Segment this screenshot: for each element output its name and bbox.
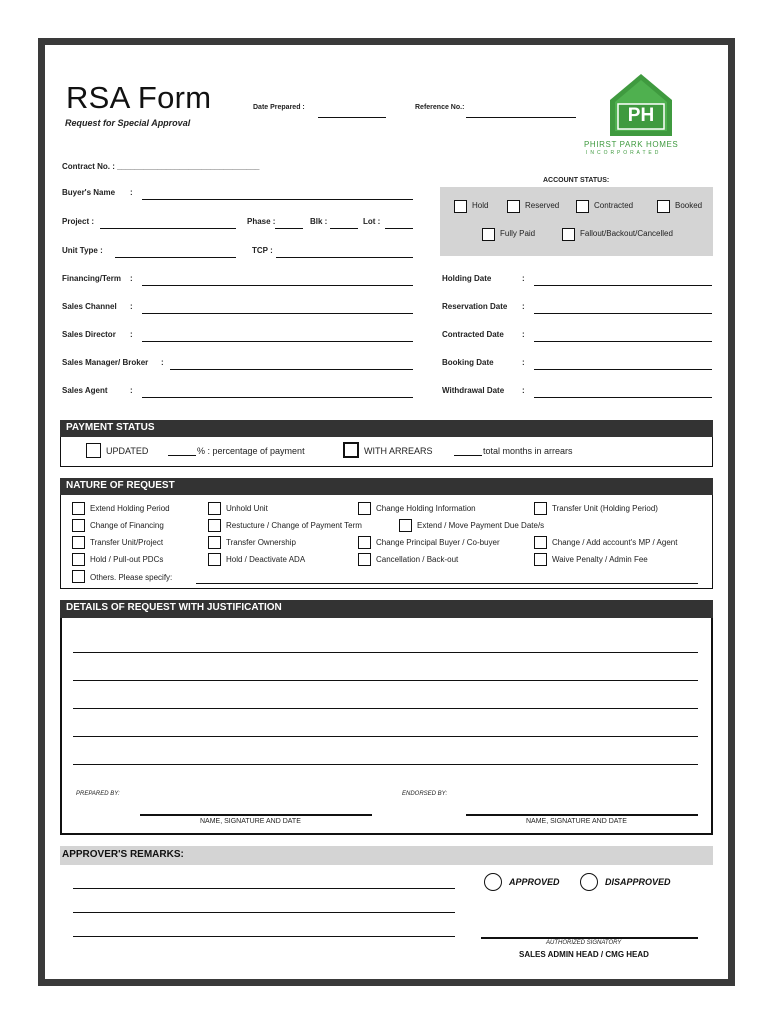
- endorsed-sig-caption: NAME, SIGNATURE AND DATE: [526, 818, 627, 825]
- with-arrears-label: WITH ARREARS: [364, 446, 433, 456]
- restructure-checkbox[interactable]: [208, 519, 221, 532]
- disapproved-radio[interactable]: [580, 873, 598, 891]
- contracted-date-label: Contracted Date: [442, 330, 504, 339]
- sales-manager-label: Sales Manager/ Broker: [62, 358, 149, 367]
- waive-penalty-checkbox[interactable]: [534, 553, 547, 566]
- colon: :: [522, 358, 525, 367]
- sales-director-label: Sales Director: [62, 330, 116, 339]
- fully-paid-checkbox[interactable]: [482, 228, 495, 241]
- approver-title: SALES ADMIN HEAD / CMG HEAD: [519, 950, 649, 959]
- project-field[interactable]: [100, 228, 236, 229]
- nature-option-label: Waive Penalty / Admin Fee: [552, 555, 648, 564]
- date-prepared-label: Date Prepared :: [253, 104, 305, 111]
- reserved-label: Reserved: [525, 201, 560, 210]
- reserved-checkbox[interactable]: [507, 200, 520, 213]
- nature-option-label: Change Principal Buyer / Co-buyer: [376, 538, 500, 547]
- extend-payment-due-checkbox[interactable]: [399, 519, 412, 532]
- lot-field[interactable]: [385, 228, 413, 229]
- reference-field[interactable]: [466, 117, 576, 118]
- fallout-checkbox[interactable]: [562, 228, 575, 241]
- remarks-line[interactable]: [73, 912, 455, 913]
- sales-agent-field[interactable]: [142, 397, 413, 398]
- reference-label: Reference No.:: [415, 104, 465, 111]
- contract-no-label: Contract No. : ________________________________: [62, 162, 260, 171]
- tcp-field[interactable]: [276, 257, 413, 258]
- updated-checkbox[interactable]: [86, 443, 101, 458]
- authorized-signature-line[interactable]: [481, 937, 698, 939]
- buyer-name-field[interactable]: [142, 199, 413, 200]
- prepared-by-label: PREPARED BY:: [76, 791, 120, 797]
- change-financing-checkbox[interactable]: [72, 519, 85, 532]
- nature-option-label: Change of Financing: [90, 521, 164, 530]
- details-line[interactable]: [73, 764, 698, 765]
- change-mp-agent-checkbox[interactable]: [534, 536, 547, 549]
- phase-label: Phase :: [247, 217, 276, 226]
- nature-option-label: Unhold Unit: [226, 504, 268, 513]
- details-heading: DETAILS OF REQUEST WITH JUSTIFICATION: [60, 600, 713, 618]
- nature-option-label: Restucture / Change of Payment Term: [226, 521, 362, 530]
- details-line[interactable]: [73, 680, 698, 681]
- change-holding-info-checkbox[interactable]: [358, 502, 371, 515]
- fully-paid-label: Fully Paid: [500, 229, 536, 238]
- updated-label: UPDATED: [106, 446, 149, 456]
- buyer-name-label: Buyer's Name: [62, 188, 116, 197]
- holding-date-label: Holding Date: [442, 274, 492, 283]
- holding-date-field[interactable]: [534, 285, 712, 286]
- unit-type-field[interactable]: [115, 257, 236, 258]
- remarks-line[interactable]: [73, 888, 455, 889]
- remarks-line[interactable]: [73, 936, 455, 937]
- reservation-date-field[interactable]: [534, 313, 712, 314]
- withdrawal-date-field[interactable]: [534, 397, 712, 398]
- colon: :: [161, 358, 164, 367]
- nature-of-request-heading: NATURE OF REQUEST: [60, 478, 713, 495]
- reservation-date-label: Reservation Date: [442, 302, 508, 311]
- fallout-label: Fallout/Backout/Cancelled: [580, 229, 673, 238]
- colon: :: [130, 302, 133, 311]
- percent-field[interactable]: [168, 455, 196, 456]
- hold-label: Hold: [472, 201, 489, 210]
- contracted-checkbox[interactable]: [576, 200, 589, 213]
- colon: :: [130, 188, 133, 197]
- arrears-text: total months in arrears: [483, 446, 573, 456]
- hold-checkbox[interactable]: [454, 200, 467, 213]
- transfer-ownership-checkbox[interactable]: [208, 536, 221, 549]
- approved-radio[interactable]: [484, 873, 502, 891]
- financing-label: Financing/Term: [62, 274, 121, 283]
- change-principal-buyer-checkbox[interactable]: [358, 536, 371, 549]
- sales-director-field[interactable]: [142, 341, 413, 342]
- transfer-unit-holding-checkbox[interactable]: [534, 502, 547, 515]
- withdrawal-date-label: Withdrawal Date: [442, 386, 505, 395]
- nature-option-label: Others. Please specify:: [90, 573, 173, 582]
- authorized-signatory-label: AUTHORIZED SIGNATORY: [546, 940, 622, 946]
- payment-status-heading: PAYMENT STATUS: [60, 420, 713, 437]
- details-line[interactable]: [73, 652, 698, 653]
- unit-type-label: Unit Type :: [62, 246, 103, 255]
- details-box: [60, 600, 713, 835]
- colon: :: [130, 274, 133, 283]
- cancellation-checkbox[interactable]: [358, 553, 371, 566]
- arrears-field[interactable]: [454, 455, 482, 456]
- prepared-by-signature[interactable]: [140, 814, 372, 816]
- approved-label: APPROVED: [509, 877, 560, 887]
- endorsed-by-label: ENDORSED BY:: [402, 791, 448, 797]
- booked-checkbox[interactable]: [657, 200, 670, 213]
- unhold-unit-checkbox[interactable]: [208, 502, 221, 515]
- nature-option-label: Change Holding Information: [376, 504, 476, 513]
- colon: :: [130, 386, 133, 395]
- nature-option-label: Extend Holding Period: [90, 504, 170, 513]
- nature-option-label: Transfer Unit (Holding Period): [552, 504, 658, 513]
- transfer-unit-project-checkbox[interactable]: [72, 536, 85, 549]
- account-status-title: ACCOUNT STATUS:: [543, 177, 610, 184]
- company-logo: [604, 72, 678, 138]
- tcp-label: TCP :: [252, 246, 273, 255]
- hold-deactivate-ada-checkbox[interactable]: [208, 553, 221, 566]
- sales-channel-field[interactable]: [142, 313, 413, 314]
- nature-option-label: Extend / Move Payment Due Date/s: [417, 521, 545, 530]
- details-line[interactable]: [73, 736, 698, 737]
- colon: :: [522, 274, 525, 283]
- nature-option-label: Transfer Ownership: [226, 538, 296, 547]
- sales-manager-field[interactable]: [170, 369, 413, 370]
- colon: :: [522, 386, 525, 395]
- nature-option-label: Cancellation / Back-out: [376, 555, 459, 564]
- booking-date-label: Booking Date: [442, 358, 494, 367]
- booked-label: Booked: [675, 201, 703, 210]
- hold-pullout-pdc-checkbox[interactable]: [72, 553, 85, 566]
- page-title: RSA Form: [66, 80, 212, 115]
- financing-field[interactable]: [142, 285, 413, 286]
- page-subtitle: Request for Special Approval: [65, 118, 191, 128]
- blk-field[interactable]: [330, 228, 358, 229]
- logo-monogram: PH: [627, 105, 655, 126]
- phase-field[interactable]: [275, 228, 303, 229]
- nature-option-label: Hold / Deactivate ADA: [226, 555, 306, 564]
- blk-label: Blk :: [310, 217, 328, 226]
- colon: :: [522, 330, 525, 339]
- contracted-date-field[interactable]: [534, 341, 712, 342]
- logo-tagline: I N C O R P O R A T E D: [586, 150, 660, 156]
- sales-channel-label: Sales Channel: [62, 302, 117, 311]
- others-checkbox[interactable]: [72, 570, 85, 583]
- account-status-box: [440, 187, 713, 256]
- endorsed-by-signature[interactable]: [466, 814, 698, 816]
- project-label: Project :: [62, 217, 95, 226]
- nature-option-label: Change / Add account's MP / Agent: [552, 538, 678, 547]
- date-prepared-field[interactable]: [318, 117, 386, 118]
- colon: :: [522, 302, 525, 311]
- nature-option-label: Transfer Unit/Project: [90, 538, 164, 547]
- nature-option-label: Hold / Pull-out PDCs: [90, 555, 164, 564]
- details-line[interactable]: [73, 708, 698, 709]
- percent-text: % : percentage of payment: [197, 446, 305, 456]
- others-specify-field[interactable]: [196, 583, 698, 584]
- logo-name: PHIRST PARK HOMES: [584, 140, 679, 149]
- booking-date-field[interactable]: [534, 369, 712, 370]
- colon: :: [130, 330, 133, 339]
- extend-holding-checkbox[interactable]: [72, 502, 85, 515]
- disapproved-label: DISAPPROVED: [605, 877, 671, 887]
- approver-heading: APPROVER'S REMARKS:: [62, 849, 184, 860]
- sales-agent-label: Sales Agent: [62, 386, 108, 395]
- lot-label: Lot :: [363, 217, 381, 226]
- with-arrears-checkbox[interactable]: [343, 442, 359, 458]
- contracted-label: Contracted: [594, 201, 634, 210]
- prepared-sig-caption: NAME, SIGNATURE AND DATE: [200, 818, 301, 825]
